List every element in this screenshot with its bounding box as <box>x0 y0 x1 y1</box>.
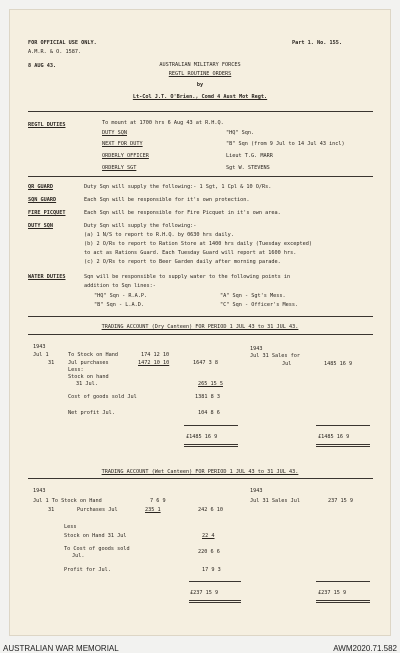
duty-sqn-line: Duty Sqn will supply the following:- <box>84 223 197 229</box>
dry-less: Less: <box>68 367 84 373</box>
dry-canteen-title: TRADING ACCOUNT (Dry Canteen) FOR PERIOD 1 JUL 43 to 31 JUL 43. <box>101 324 299 330</box>
total-rule <box>316 600 370 601</box>
dry-purchase-amount: 1472 10 10 <box>138 360 170 366</box>
by-line: by <box>196 82 204 88</box>
regtl-duties-intro: To mount at 1700 hrs 6 Aug 43 at R.H.Q. <box>102 120 224 126</box>
wet-left-total: £237 15 9 <box>190 590 219 596</box>
total-rule <box>316 602 370 603</box>
wet-less: Less <box>64 524 77 530</box>
duty-value: Sgt W. STEVENS <box>226 165 270 171</box>
total-rule <box>184 425 238 426</box>
dry-sales-amount: 1485 16 9 <box>324 361 353 367</box>
wet-stock-31-amount: 22 4 <box>202 533 215 539</box>
wet-left-date: 31 <box>48 507 55 513</box>
total-rule <box>316 581 370 582</box>
total-rule <box>316 446 370 447</box>
sqn-guard-label: SQN GUARD <box>28 197 57 203</box>
wet-stock-amount: 7 6 9 <box>150 498 166 504</box>
dry-stock-31: Stock on hand <box>68 374 109 380</box>
document-page <box>10 10 390 635</box>
account-rule <box>28 334 373 335</box>
dry-purchases: Jul purchases <box>68 360 109 366</box>
total-rule <box>189 600 241 601</box>
total-rule <box>189 602 241 603</box>
duty-sqn-label: DUTY SQN <box>28 223 53 229</box>
section-rule <box>28 111 373 112</box>
dry-sales-sub: Jul <box>282 361 292 367</box>
fire-picquet-label: FIRE PICQUET <box>28 210 66 216</box>
wet-profit: Profit for Jul. <box>64 567 111 573</box>
wet-cogs-amount: 220 6 6 <box>198 549 220 555</box>
wet-right-total: £237 15 9 <box>318 590 347 596</box>
wet-purchase-amount: 235 1 <box>145 507 161 513</box>
footer-credit: AUSTRALIAN WAR MEMORIAL <box>3 644 119 653</box>
dry-right-total: £1485 16 9 <box>318 434 350 440</box>
wet-cogs: To Cost of goods sold <box>64 546 130 552</box>
water-duties-line: Sqn will be responsible to supply water to the following points in <box>84 274 291 280</box>
section-rule <box>28 176 373 177</box>
qr-guard-text: Duty Sqn will supply the following:- 1 Sgt, 1 Cpl & 10 O/Rs. <box>84 184 272 190</box>
duty-sqn-line: (a) 1 N/S to report to R.H.Q. by 0630 hrs daily. <box>84 232 234 238</box>
regtl-duties-heading: REGTL DUTIES <box>28 122 66 128</box>
duty-label: NEXT FOR DUTY <box>102 141 143 147</box>
wet-profit-amount: 17 9 3 <box>202 567 221 573</box>
duty-value: Lieut T.G. MARR <box>226 153 273 159</box>
wet-sales: Jul 31 Sales Jul <box>250 498 300 504</box>
commander: Lt-Col J.T. O'Brien., Comd 4 Aust Mot Regt. <box>132 94 268 100</box>
water-point: "C" Sqn - Officer's Mess. <box>220 302 299 308</box>
sqn-guard-text: Each Sqn will be responsible for it's own protection. <box>84 197 250 203</box>
duty-label: ORDERLY SGT <box>102 165 137 171</box>
total-rule <box>316 425 370 426</box>
fire-picquet-text: Each Sqn will be responsible for Fire Picquet in it's own area. <box>84 210 281 216</box>
dry-stock-31: 31 Jul. <box>76 381 98 387</box>
dry-cogs-amount: 1381 8 3 <box>195 394 220 400</box>
duty-sqn-line: (c) 2 O/Rs to report to Beer Garden daily after morning parade. <box>84 259 281 265</box>
dry-stock-31-amount: 265 15 5 <box>198 381 223 387</box>
dry-net-profit-amount: 104 8 6 <box>198 410 220 416</box>
wet-cogs: Jul. <box>72 553 85 559</box>
document-subtitle: REGTL ROUTINE ORDERS <box>168 71 232 77</box>
dry-cogs: Cost of goods sold Jul <box>68 394 137 400</box>
duty-sqn-line: to act as Rations Guard. Each Tuesday Guard will report at 1600 hrs. <box>84 250 297 256</box>
account-rule <box>28 478 373 479</box>
dry-sum: 1647 3 8 <box>193 360 218 366</box>
footer-accession-number: AWM2020.71.582 <box>333 644 397 653</box>
total-rule <box>189 581 241 582</box>
dry-left-total: £1485 16 9 <box>186 434 218 440</box>
water-point: "HQ" Sqn - R.A.P. <box>94 293 148 299</box>
wet-right-year: 1943 <box>250 488 263 494</box>
total-rule <box>316 444 370 445</box>
part-number: Part 1. No. 155. <box>292 40 342 46</box>
water-duties-label: WATER DUTIES <box>28 274 66 280</box>
wet-sales-amount: 237 15 9 <box>328 498 353 504</box>
total-rule <box>184 446 238 447</box>
duty-value: "HQ" Sqn. <box>226 130 255 136</box>
dry-net-profit: Net profit Jul. <box>68 410 115 416</box>
dry-left-year: 1943 <box>33 344 46 350</box>
duty-label: ORDERLY OFFICER <box>102 153 149 159</box>
water-point: "B" Sqn - L.A.D. <box>94 302 144 308</box>
reference-number: A.M.R. & O. 1587. <box>28 49 82 55</box>
classification: FOR OFFICIAL USE ONLY. <box>28 40 97 46</box>
dry-stock-on-hand: To Stock on Hand <box>68 352 118 358</box>
water-point: "A" Sqn - Sgt's Mess. <box>220 293 286 299</box>
dry-stock-amount: 174 12 10 <box>141 352 170 358</box>
wet-stock-on-hand: Jul 1 To Stock on Hand <box>33 498 102 504</box>
dry-right-year: 1943 <box>250 346 263 352</box>
wet-left-year: 1943 <box>33 488 46 494</box>
water-duties-line: addition to Sqn lines:- <box>84 283 156 289</box>
wet-purchases: Purchases Jul <box>77 507 118 513</box>
dry-left-date: 31 <box>48 360 55 366</box>
wet-sum: 242 6 10 <box>198 507 223 513</box>
wet-canteen-title: TRADING ACCOUNT (Wet Canteen) FOR PERIOD 1 JUL 43 to 31 JUL 43. <box>101 469 299 475</box>
duty-value: "B" Sqn (from 9 Jul to 14 Jul 43 incl) <box>226 141 345 147</box>
duty-label: DUTY SQN <box>102 130 127 136</box>
document-title: AUSTRALIAN MILITARY FORCES <box>159 62 241 68</box>
dry-sales: Jul 31 Sales for <box>250 353 300 359</box>
qr-guard-label: QR GUARD <box>28 184 53 190</box>
dry-left-date: Jul 1 <box>33 352 49 358</box>
wet-stock-31: Stock on Hand 31 Jul <box>64 533 127 539</box>
section-rule <box>28 316 373 317</box>
order-date: 8 AUG 43. <box>28 63 57 69</box>
total-rule <box>184 444 238 445</box>
duty-sqn-line: (b) 2 O/Rs to report to Ration Store at 1400 hrs daily (Tuesday excepted) <box>84 241 312 247</box>
